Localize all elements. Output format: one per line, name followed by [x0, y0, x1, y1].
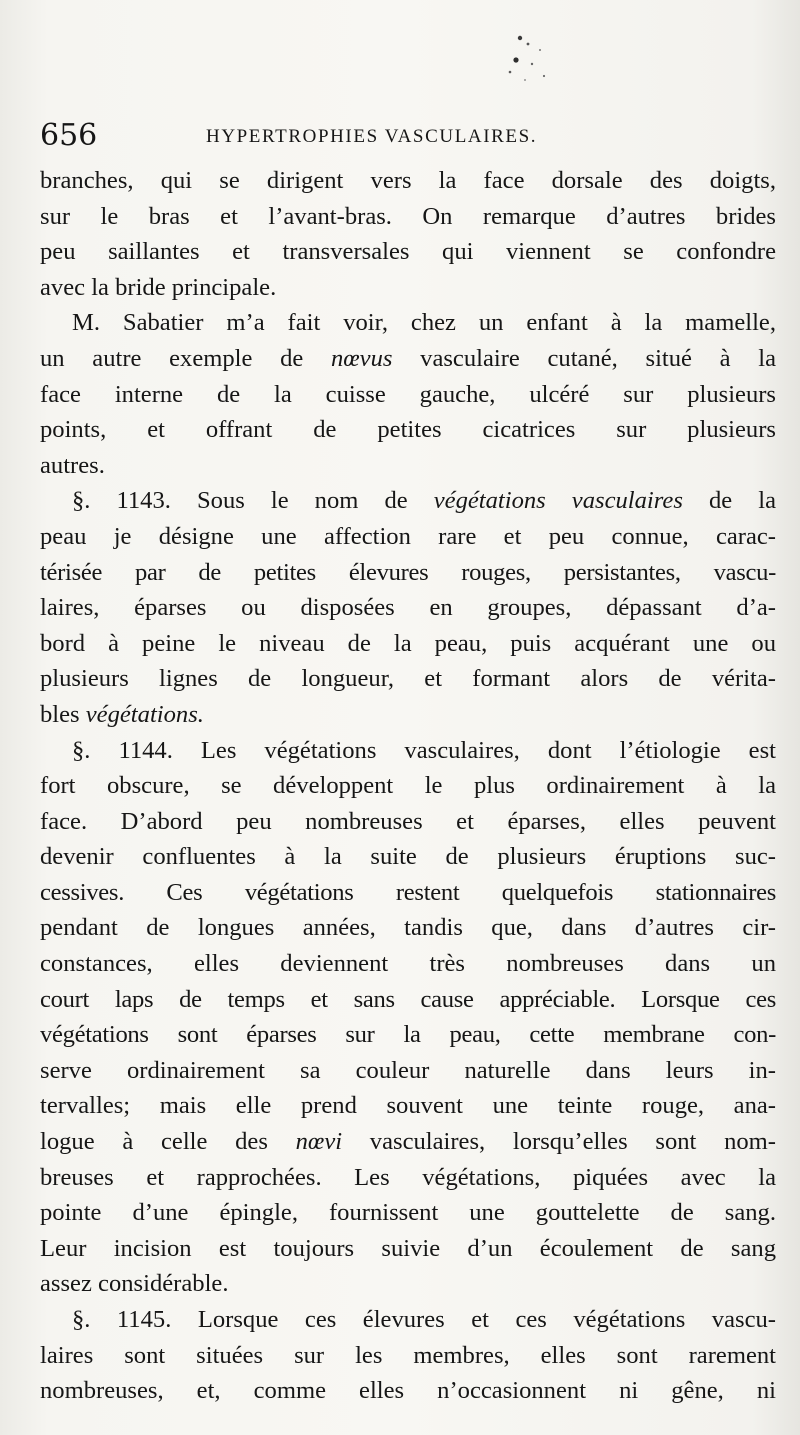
line-text: peu saillantes et transversales qui viennent se confondre	[40, 238, 776, 266]
line-text: vasculaires, lorsqu’elles sont nom-	[342, 1128, 776, 1156]
text-line	[40, 1124, 776, 1160]
line-text: court laps de temps et sans cause appréciable. Lorsque ces	[40, 985, 776, 1013]
line-text: peau je désigne une affection rare et peu connue, carac-	[40, 522, 776, 550]
page-header	[40, 116, 780, 156]
line-text: cessives. Ces végétations restent quelquefois stationnaires	[40, 878, 776, 906]
text-line	[40, 982, 776, 1018]
text-line	[40, 1088, 776, 1124]
text-line	[40, 1195, 776, 1231]
line-text: assez considérable.	[40, 1270, 229, 1298]
line-text: végétations sont éparses sur la peau, cette membrane con-	[40, 1021, 776, 1049]
text-line	[40, 412, 776, 448]
italic-term: végétations vasculaires	[433, 487, 683, 515]
italic-term: végétations.	[85, 700, 204, 728]
line-text: bord à peine le niveau de la peau, puis acquérant une ou	[40, 629, 776, 657]
italic-term: nœvi	[295, 1128, 343, 1156]
ink-specks	[470, 20, 580, 100]
line-text: §. 1144. Les végétations vasculaires, dont l’étiologie est	[72, 736, 776, 764]
line-text: autres.	[40, 451, 105, 479]
text-line	[40, 804, 776, 840]
text-line	[40, 555, 776, 591]
line-text: bles	[40, 700, 86, 728]
line-text: face. D’abord peu nombreuses et éparses, elles peuvent	[40, 807, 776, 835]
text-line	[40, 341, 776, 377]
text-line	[40, 768, 776, 804]
text-line	[40, 1302, 776, 1338]
text-line	[40, 448, 776, 484]
line-text: §. 1143. Sous le nom de	[72, 487, 434, 515]
line-text: tervalles; mais elle prend souvent une teinte rouge, ana-	[40, 1092, 776, 1120]
text-line	[40, 1231, 776, 1267]
text-line	[40, 199, 776, 235]
text-line	[40, 270, 776, 306]
line-text: logue à celle des	[40, 1128, 296, 1156]
text-line	[40, 234, 776, 270]
text-line	[40, 305, 776, 341]
text-line	[40, 661, 776, 697]
line-text: un autre exemple de	[40, 344, 331, 372]
line-text: plusieurs lignes de longueur, et formant alors de vérita-	[40, 665, 776, 693]
text-line	[40, 626, 776, 662]
text-line	[40, 1017, 776, 1053]
line-text: breuses et rapprochées. Les végétations, piquées avec la	[40, 1163, 776, 1191]
line-text: nombreuses, et, comme elles n’occasionnent ni gêne, ni	[40, 1377, 776, 1405]
line-text: fort obscure, se développent le plus ordinairement à la	[40, 772, 776, 800]
text-line	[40, 1053, 776, 1089]
text-line	[40, 519, 776, 555]
line-text: constances, elles deviennent très nombreuses dans un	[40, 950, 776, 978]
text-line	[40, 483, 776, 519]
line-text: de la	[682, 487, 776, 515]
line-text: Leur incision est toujours suivie d’un écoulement de sang	[40, 1234, 776, 1262]
running-head: HYPERTROPHIES VASCULAIRES.	[206, 126, 538, 147]
line-text: §. 1145. Lorsque ces élevures et ces végétations vascu-	[72, 1306, 776, 1333]
line-text: devenir confluentes à la suite de plusieurs éruptions suc-	[40, 843, 776, 871]
text-line	[40, 946, 776, 982]
line-text: branches, qui se dirigent vers la face dorsale des doigts,	[40, 167, 776, 194]
text-line	[40, 1266, 776, 1302]
text-line	[40, 1160, 776, 1196]
text-line	[40, 163, 776, 199]
text-line	[40, 377, 776, 413]
line-text: sur le bras et l’avant-bras. On remarque d’autres brides	[40, 202, 776, 230]
text-line	[40, 1373, 776, 1409]
text-line	[40, 910, 776, 946]
text-line	[40, 875, 776, 911]
line-text: face interne de la cuisse gauche, ulcéré sur plusieurs	[40, 380, 776, 408]
line-text: avec la bride principale.	[40, 273, 277, 301]
line-text: pendant de longues années, tandis que, dans d’autres cir-	[40, 914, 776, 942]
text-line	[40, 733, 776, 769]
line-text: laires, éparses ou disposées en groupes, dépassant d’a-	[40, 594, 776, 622]
line-text: pointe d’une épingle, fournissent une gouttelette de sang.	[40, 1199, 776, 1227]
line-text: points, et offrant de petites cicatrices sur plusieurs	[40, 416, 776, 444]
line-text: serve ordinairement sa couleur naturelle dans leurs in-	[40, 1056, 776, 1084]
italic-term: nœvus	[330, 344, 393, 372]
page-number: 656	[40, 118, 98, 153]
body-text	[40, 163, 776, 1409]
line-text: M. Sabatier m’a fait voir, chez un enfant à la mamelle,	[72, 309, 776, 337]
line-text: vasculaire cutané, situé à la	[392, 344, 776, 372]
text-line	[40, 1338, 776, 1374]
text-line	[40, 697, 776, 733]
text-line	[40, 839, 776, 875]
text-line	[40, 590, 776, 626]
line-text: térisée par de petites élevures rouges, persistantes, vascu-	[40, 558, 776, 586]
line-text: laires sont situées sur les membres, elles sont rarement	[40, 1341, 776, 1369]
